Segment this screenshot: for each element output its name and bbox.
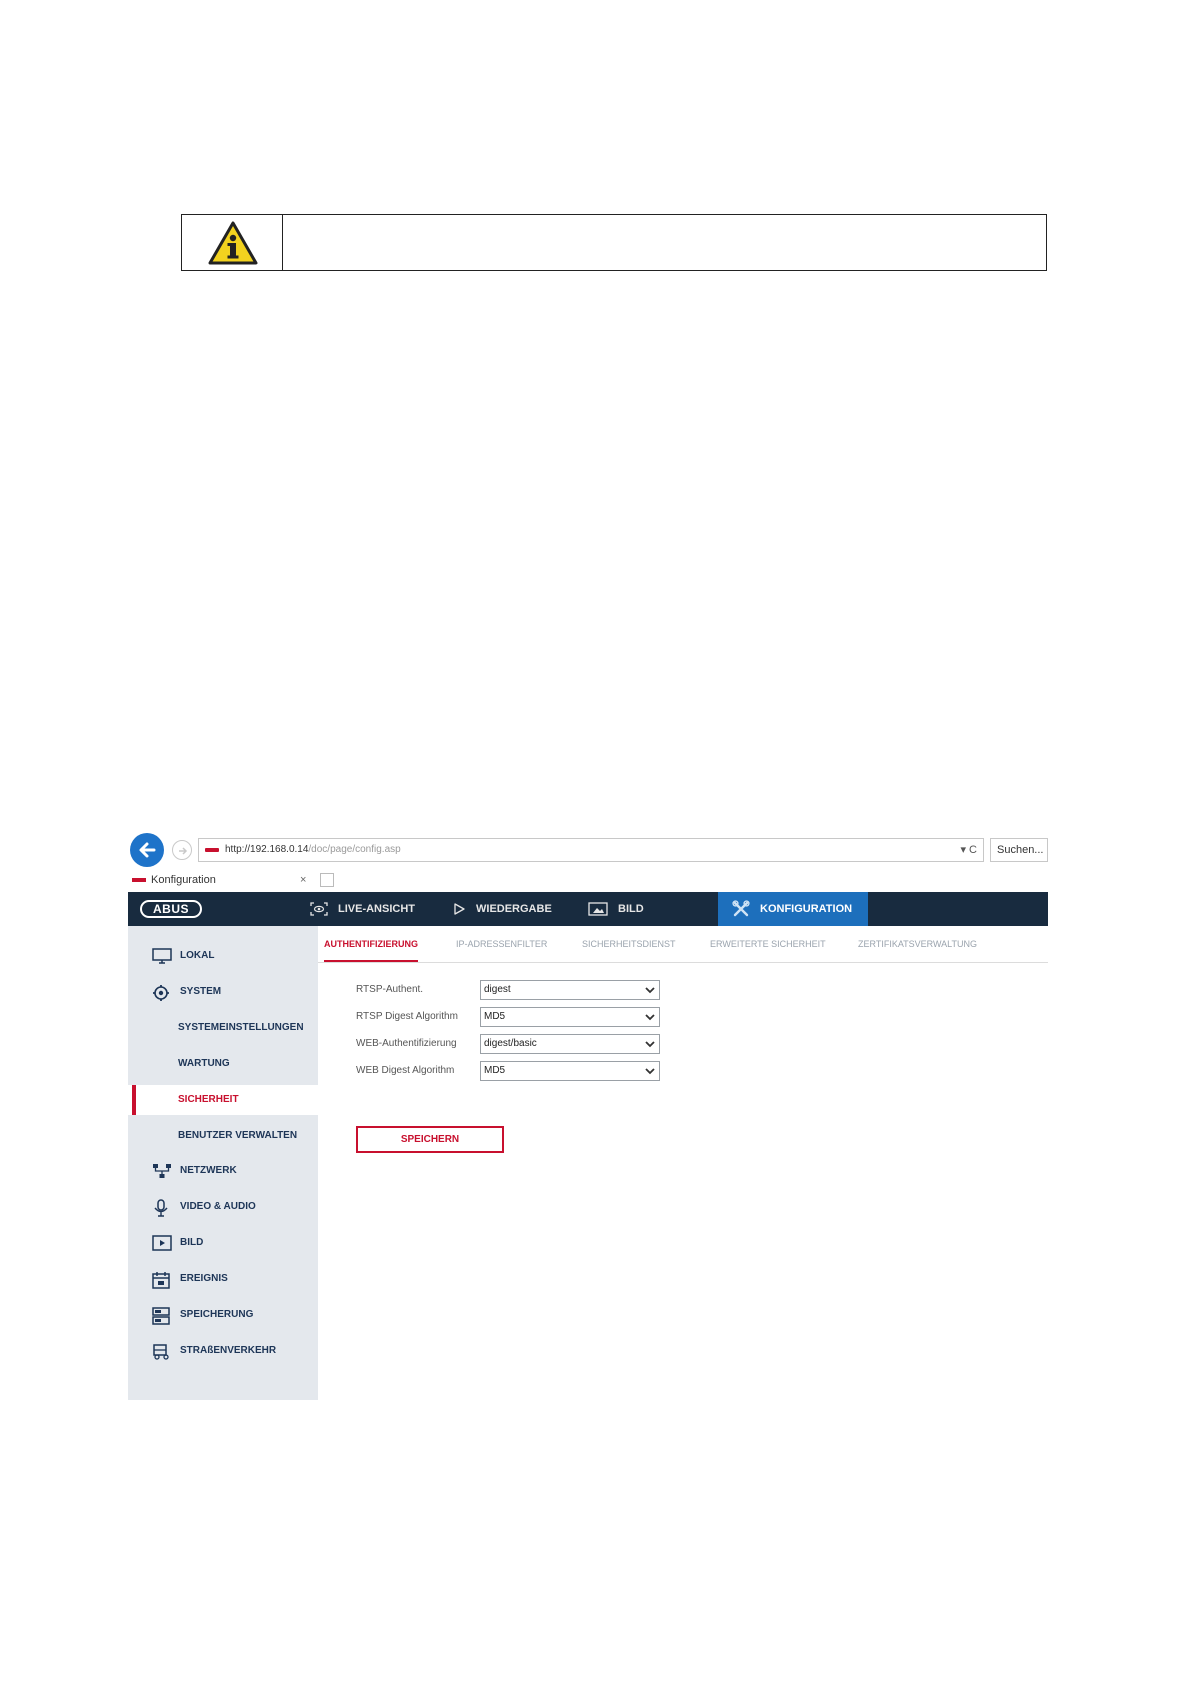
sidebar-item-storage[interactable] (128, 1300, 318, 1330)
sidebar-item-local[interactable] (128, 941, 318, 971)
calendar-icon (152, 1271, 170, 1289)
sidebar-item-system[interactable] (128, 977, 318, 1007)
forward-button[interactable] (172, 840, 192, 860)
sidebar-item-label: STRAßENVERKEHR (180, 1345, 277, 1356)
browser-tab[interactable] (128, 869, 312, 891)
nav-live-view[interactable] (310, 892, 415, 926)
warning-info-icon (208, 221, 258, 265)
image-icon (588, 902, 608, 916)
config-screenshot (128, 833, 1048, 1400)
nav-configuration-label: KONFIGURATION (760, 903, 853, 915)
sidebar-item-image[interactable] (128, 1228, 318, 1258)
security-subtabs (318, 926, 1048, 963)
rtsp-digest-value: MD5 (484, 1011, 506, 1022)
nav-configuration[interactable] (718, 892, 868, 926)
sidebar-item-label: VIDEO & AUDIO (180, 1201, 256, 1212)
chevron-down-icon (645, 1013, 655, 1021)
browser-tabstrip (128, 869, 1048, 891)
sidebar-item-system-settings[interactable] (128, 1013, 318, 1043)
tools-icon (732, 900, 750, 918)
browser-toolbar (128, 833, 1048, 869)
rtsp-auth-select[interactable] (480, 980, 660, 1000)
chevron-down-icon (645, 1040, 655, 1048)
sidebar-item-user-management[interactable] (128, 1121, 318, 1151)
sidebar-item-label: SPEICHERUNG (180, 1309, 254, 1320)
sidebar-item-label: SICHERHEIT (178, 1094, 239, 1105)
web-digest-value: MD5 (484, 1065, 506, 1076)
web-auth-select[interactable] (480, 1034, 660, 1054)
rtsp-auth-label: RTSP-Authent. (356, 984, 424, 995)
sidebar-item-network[interactable] (128, 1156, 318, 1186)
storage-icon (152, 1307, 170, 1325)
tab-close-icon[interactable]: × (300, 874, 307, 886)
sidebar-item-video-audio[interactable] (128, 1192, 318, 1222)
tab-security-service[interactable]: SICHERHEITSDIENST (582, 939, 676, 949)
sidebar-item-label: EREIGNIS (180, 1273, 228, 1284)
sidebar-item-label: SYSTEMEINSTELLUNGEN (178, 1022, 304, 1033)
chevron-down-icon (645, 1067, 655, 1075)
url-host: http://192.168.0.14 (225, 844, 309, 855)
sidebar-item-traffic[interactable] (128, 1336, 318, 1366)
form-row-web-digest (356, 1061, 696, 1081)
sidebar-item-event[interactable] (128, 1264, 318, 1294)
search-input[interactable]: Suchen... (990, 838, 1048, 862)
network-icon (152, 1163, 172, 1179)
monitor-icon (152, 948, 172, 964)
nav-playback-label: WIEDERGABE (476, 903, 552, 915)
sidebar-item-label: BILD (180, 1237, 204, 1248)
web-digest-label: WEB Digest Algorithm (356, 1065, 455, 1076)
nav-image[interactable] (588, 892, 644, 926)
arrow-right-icon (177, 845, 189, 857)
nav-live-view-label: LIVE-ANSICHT (338, 903, 415, 915)
tab-advanced-security[interactable]: ERWEITERTE SICHERHEIT (710, 939, 826, 949)
url-path: /doc/page/config.asp (308, 844, 401, 855)
sidebar-item-label: BENUTZER VERWALTEN (178, 1130, 298, 1141)
back-button[interactable] (130, 833, 164, 867)
brand-logo: ABUS (140, 900, 202, 918)
site-icon (205, 848, 219, 852)
eye-icon (310, 902, 328, 916)
note-icon-cell (182, 215, 283, 270)
chevron-down-icon (645, 986, 655, 994)
gear-icon (152, 984, 170, 1002)
nav-image-label: BILD (618, 903, 644, 915)
new-tab-button[interactable] (320, 873, 334, 887)
web-digest-select[interactable] (480, 1061, 660, 1081)
form-row-web-auth (356, 1034, 696, 1054)
arrow-left-icon (137, 840, 157, 860)
image-icon (152, 1235, 172, 1251)
sidebar-item-maintenance[interactable] (128, 1049, 318, 1079)
tab-title: Konfiguration (151, 874, 216, 886)
note-text (283, 215, 1046, 270)
settings-sidebar (128, 926, 318, 1400)
top-navigation (128, 892, 1048, 926)
nav-playback[interactable] (452, 892, 552, 926)
tab-certificate-management[interactable]: ZERTIFIKATSVERWALTUNG (858, 939, 978, 949)
play-icon (452, 902, 466, 916)
form-row-rtsp-auth (356, 980, 696, 1000)
sidebar-item-label: SYSTEM (180, 986, 222, 997)
tab-authentication[interactable]: AUTHENTIFIZIERUNG (324, 926, 418, 962)
web-auth-value: digest/basic (484, 1038, 537, 1049)
web-auth-label: WEB-Authentifizierung (356, 1038, 457, 1049)
tab-favicon-icon (132, 878, 146, 882)
rtsp-auth-value: digest (484, 984, 511, 995)
tab-ip-address-filter[interactable]: IP-ADRESSENFILTER (456, 939, 548, 949)
sidebar-item-label: WARTUNG (178, 1058, 230, 1069)
main-content (318, 926, 1048, 1400)
refresh-icon[interactable]: ▾ C (960, 844, 977, 856)
address-bar[interactable] (198, 838, 984, 862)
form-row-rtsp-digest (356, 1007, 696, 1027)
rtsp-digest-select[interactable] (480, 1007, 660, 1027)
sidebar-item-security[interactable] (128, 1085, 318, 1115)
sidebar-item-label: LOKAL (180, 950, 215, 961)
rtsp-digest-label: RTSP Digest Algorithm (356, 1011, 458, 1022)
vehicle-icon (152, 1343, 170, 1361)
warning-note-box (181, 214, 1047, 271)
sidebar-item-label: NETZWERK (180, 1165, 237, 1176)
save-button[interactable]: SPEICHERN (356, 1126, 504, 1153)
microphone-icon (152, 1199, 170, 1217)
